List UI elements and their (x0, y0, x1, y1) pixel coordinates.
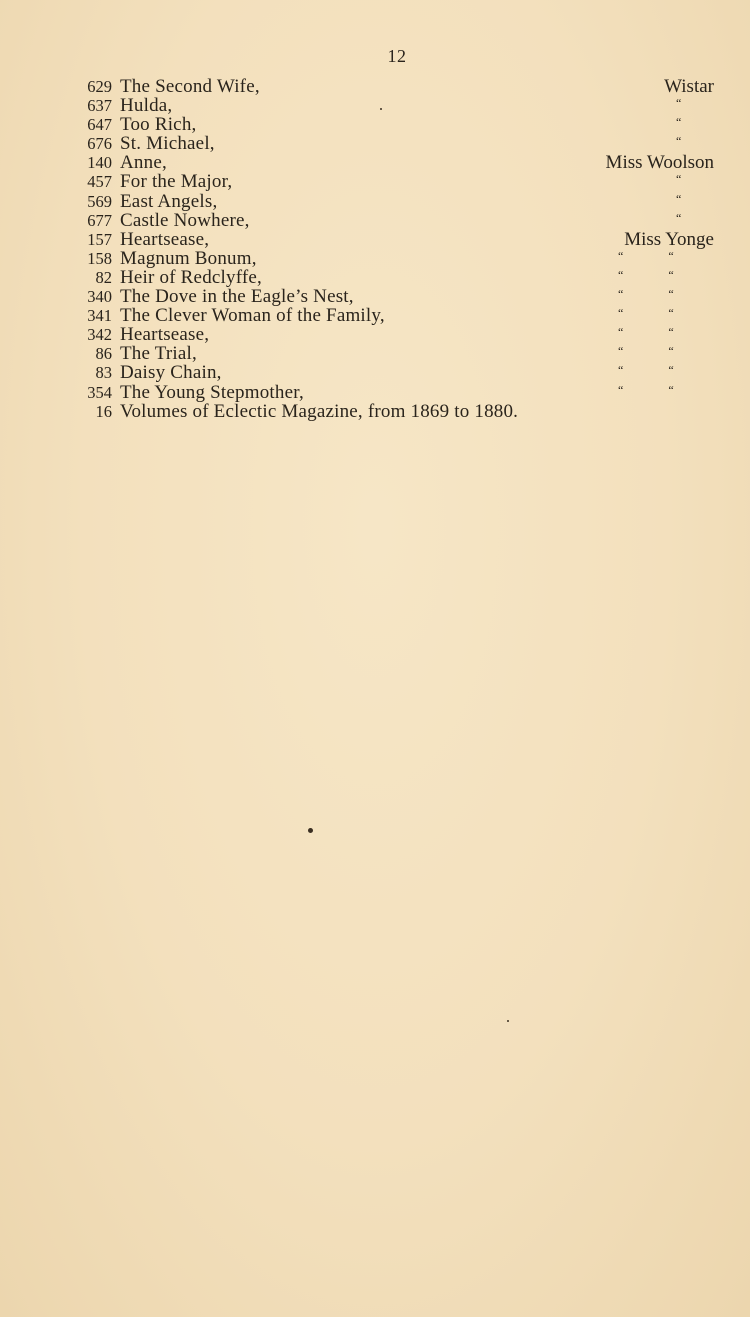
entry-author: Miss Woolson (605, 152, 714, 174)
entry-number: 140 (87, 153, 112, 173)
ditto-mark: “ “ (618, 267, 674, 282)
entry-number: 340 (87, 287, 112, 307)
catalog-entry (60, 77, 720, 96)
entry-title: Heartsease, (120, 228, 210, 250)
ditto-mark: “ (676, 210, 682, 225)
entry-number: 16 (95, 401, 112, 421)
entry-number: 342 (87, 325, 112, 345)
entry-number: 82 (95, 267, 112, 287)
entry-number: 157 (87, 229, 112, 249)
entry-title: For the Major, (120, 171, 233, 193)
ditto-mark: “ “ (618, 306, 674, 321)
entry-number: 83 (95, 363, 112, 383)
catalog-entry (60, 115, 720, 134)
entry-title: The Trial, (120, 343, 197, 365)
entry-number: 629 (87, 77, 112, 96)
entry-title: Castle Nowhere, (120, 209, 250, 231)
entry-title: Heir of Redclyffe, (120, 266, 262, 288)
entry-title: The Clever Woman of the Family, (120, 305, 385, 327)
entry-title: Magnum Bonum, (120, 247, 257, 269)
ditto-mark: “ “ (618, 344, 674, 359)
entry-title: Volumes of Eclectic Magazine, from 1869 to 1880. (120, 400, 519, 422)
entry-author: Wistar (664, 76, 714, 97)
ditto-mark: “ (676, 115, 682, 130)
catalog-entry (60, 96, 720, 115)
ditto-mark: “ (676, 96, 682, 111)
entry-number: 341 (87, 306, 112, 326)
ditto-mark: “ (676, 172, 682, 187)
catalog-entry (60, 383, 720, 402)
entry-number: 647 (87, 115, 112, 135)
entry-title: Too Rich, (120, 114, 197, 136)
entry-title: The Young Stepmother, (120, 381, 304, 403)
ink-speck (380, 108, 382, 110)
ditto-mark: “ “ (618, 382, 674, 397)
entry-number: 569 (87, 191, 112, 211)
entry-number: 86 (95, 344, 112, 364)
entry-number: 677 (87, 210, 112, 230)
ditto-mark: “ (676, 191, 682, 206)
entry-number: 676 (87, 134, 112, 154)
ink-speck (507, 1020, 509, 1022)
ink-speck (308, 828, 313, 833)
ditto-mark: “ “ (618, 325, 674, 340)
entry-number: 158 (87, 248, 112, 268)
entry-title: East Angels, (120, 190, 218, 212)
entry-title: Anne, (120, 152, 167, 174)
entry-title: St. Michael, (120, 133, 215, 155)
entry-title: Hulda, (120, 95, 173, 117)
ditto-mark: “ “ (618, 363, 674, 378)
page-number: 12 (387, 46, 407, 66)
entry-number: 637 (87, 96, 112, 116)
entry-title: The Dove in the Eagle’s Nest, (120, 286, 354, 308)
entry-title: The Second Wife, (120, 76, 260, 97)
entry-number: 457 (87, 172, 112, 192)
entry-author: Miss Yonge (624, 228, 714, 250)
ditto-mark: “ “ (618, 287, 674, 302)
catalog-entry (60, 172, 720, 191)
ditto-mark: “ “ (618, 248, 674, 263)
catalog-entry (60, 192, 720, 211)
book-catalog-list (60, 77, 720, 421)
catalog-entry (60, 211, 720, 230)
ditto-mark: “ (676, 134, 682, 149)
catalog-entry (60, 402, 720, 421)
catalog-entry (60, 153, 720, 172)
catalog-entry (60, 134, 720, 153)
entry-title: Daisy Chain, (120, 362, 222, 384)
entry-number: 354 (87, 382, 112, 402)
entry-title: Heartsease, (120, 324, 210, 346)
